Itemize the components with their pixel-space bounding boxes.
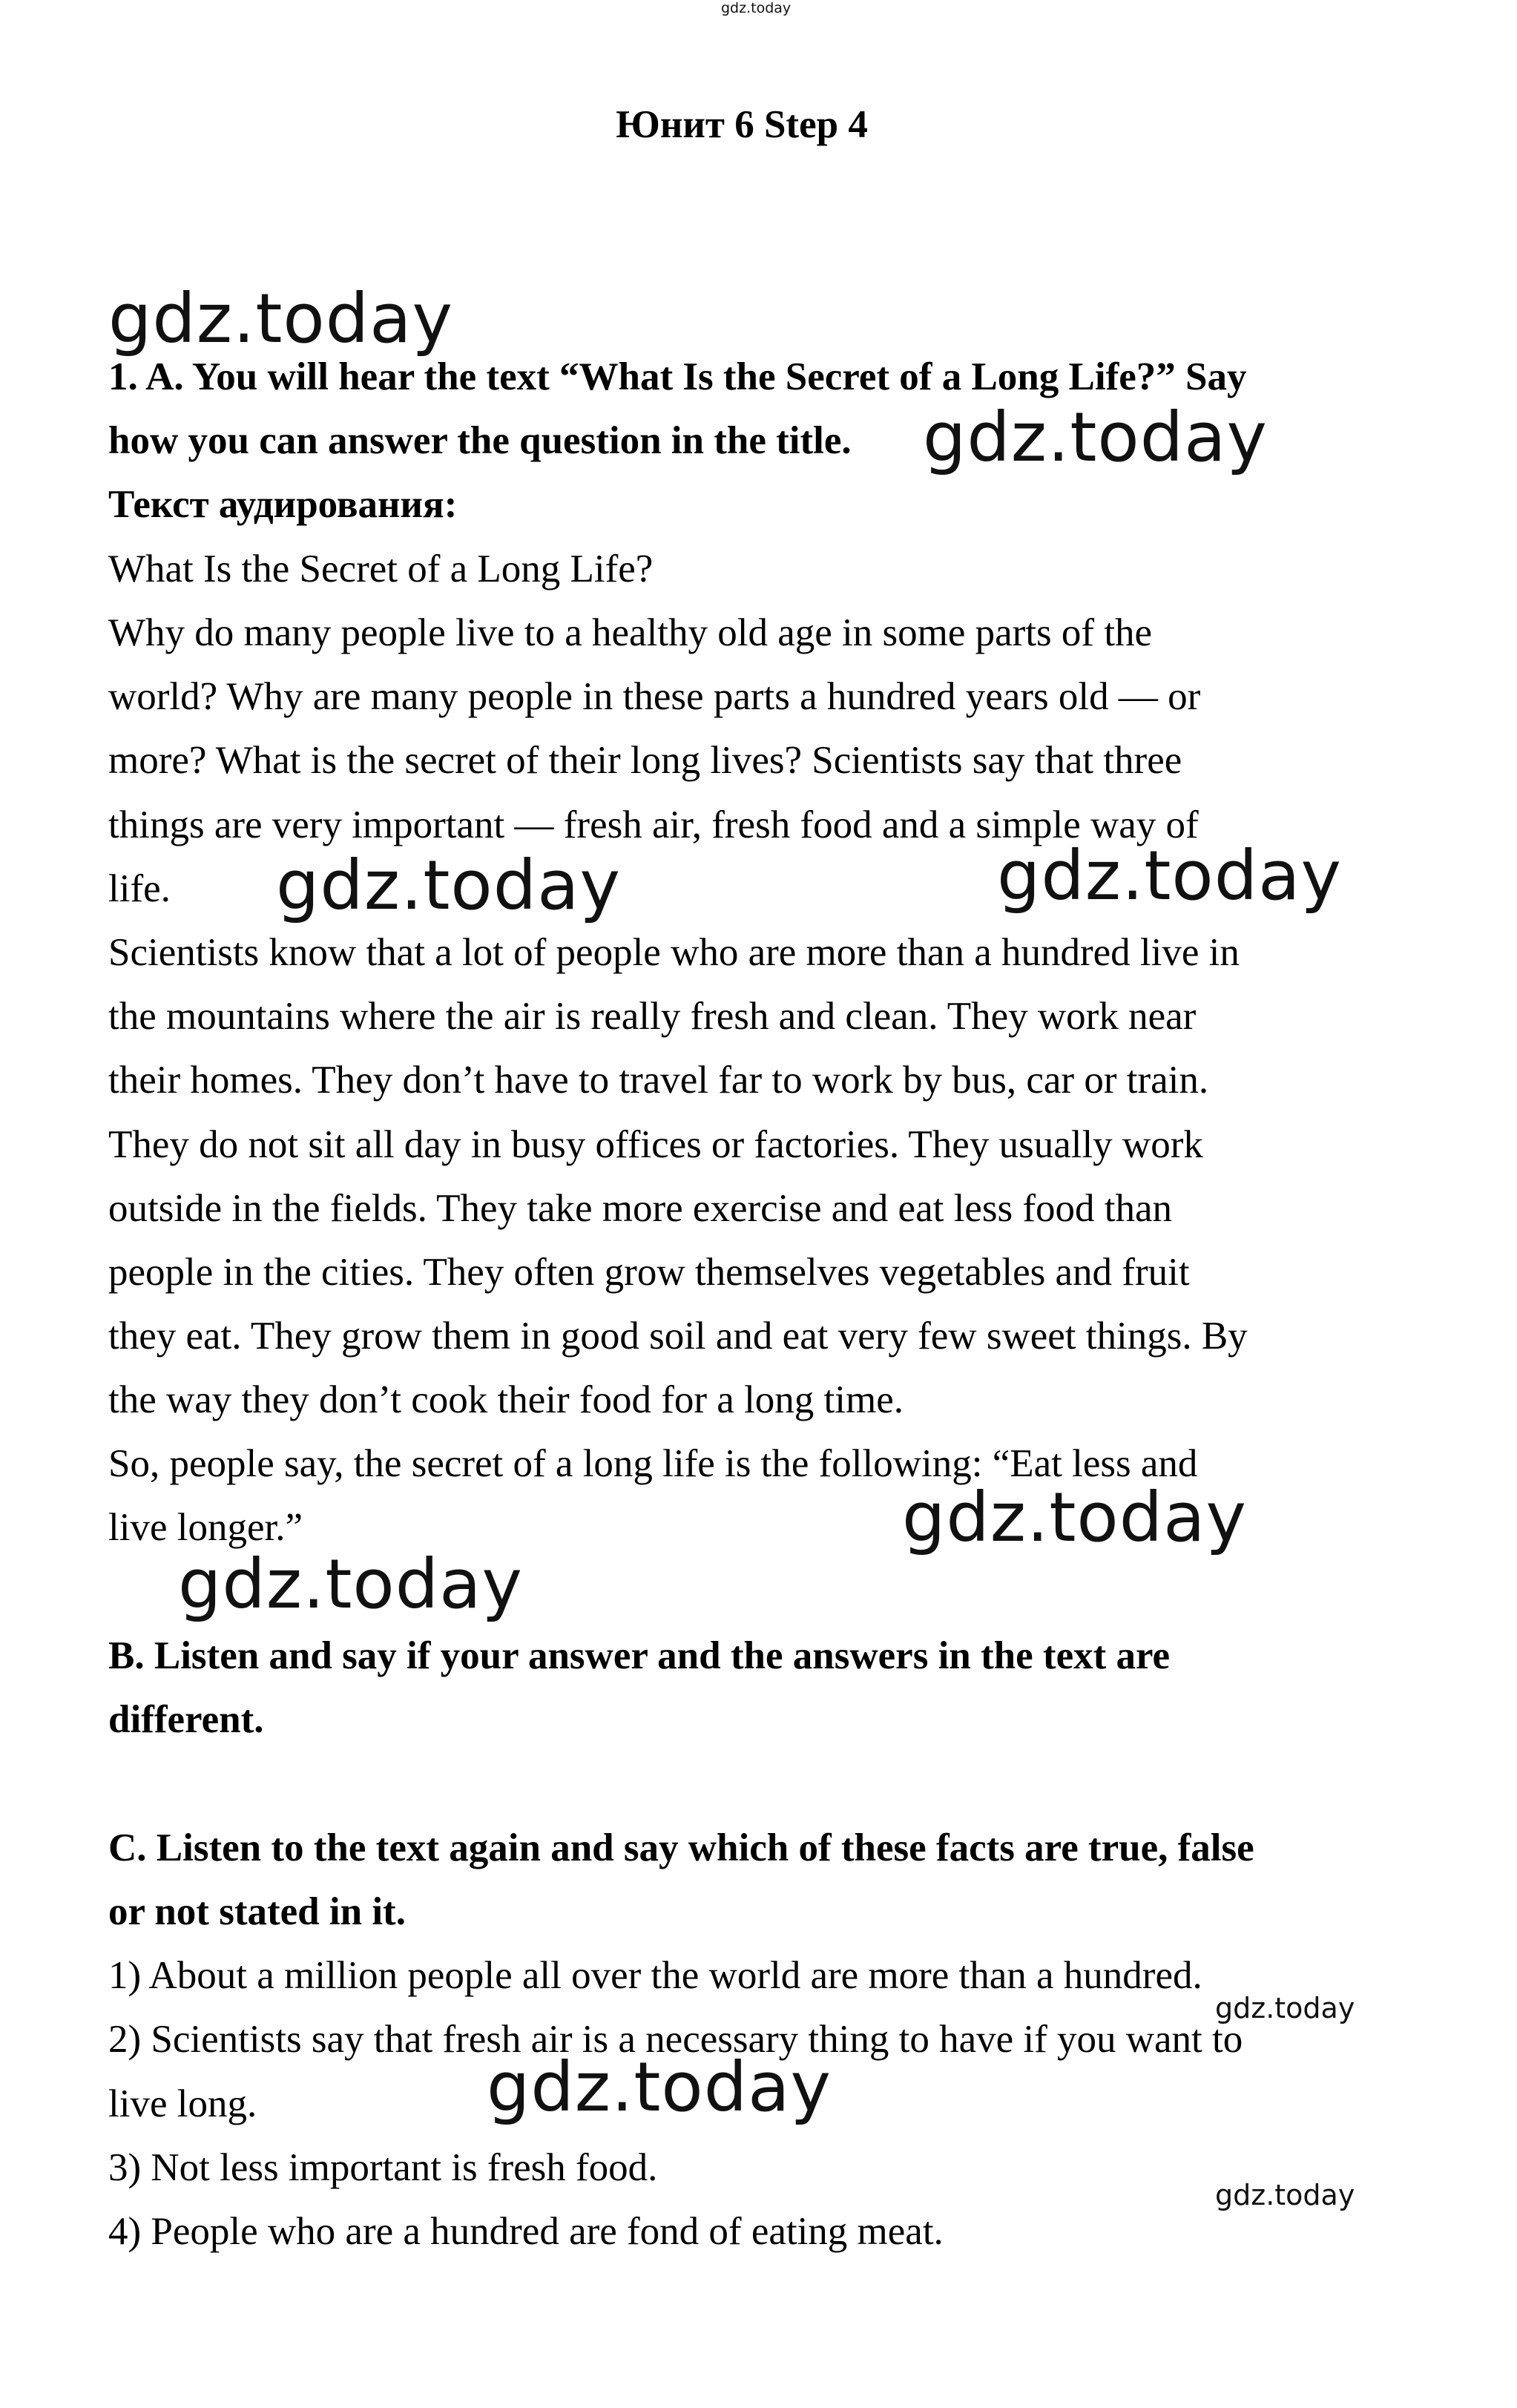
- paragraph-1-line: Why do many people live to a healthy old age in some parts of the: [108, 611, 1153, 654]
- paragraph-1-line: things are very important — fresh air, fresh food and a simple way of: [108, 803, 1199, 846]
- task-b-line: different.: [108, 1698, 264, 1741]
- paragraph-2-line: the mountains where the air is really fresh and clean. They work near: [108, 995, 1197, 1038]
- task-c-line: C. Listen to the text again and say which of these facts are true, false: [108, 1826, 1254, 1869]
- page-title: Юнит 6 Step 4: [616, 103, 868, 146]
- task-c-line: or not stated in it.: [108, 1890, 406, 1933]
- paragraph-1-line: world? Why are many people in these parts a hundred years old — or: [108, 675, 1201, 718]
- statement-1: 1) About a million people all over the world are more than a hundred.: [108, 1954, 1202, 1997]
- paragraph-2-line: they eat. They grow them in good soil and eat very few sweet things. By: [108, 1315, 1248, 1358]
- watermark: gdz.today: [487, 2047, 832, 2127]
- statement-3: 3) Not less important is fresh food.: [108, 2146, 658, 2189]
- statement-2: 2) Scientists say that fresh air is a necessary thing to have if you want to: [108, 2018, 1243, 2061]
- watermark: gdz.today: [923, 398, 1268, 477]
- watermark: gdz.today: [902, 1478, 1247, 1557]
- watermark: gdz.today: [178, 1545, 523, 1624]
- transcript-label: Текст аудирования:: [108, 483, 458, 526]
- statement-2-continuation: live long.: [108, 2082, 257, 2125]
- paragraph-2-line: people in the cities. They often grow themselves vegetables and fruit: [108, 1251, 1190, 1294]
- exercise-heading-line-2: how you can answer the question in the title.: [108, 419, 852, 462]
- paragraph-2-line: Scientists know that a lot of people who are more than a hundred live in: [108, 931, 1240, 974]
- paragraph-2-line: outside in the fields. They take more exercise and eat less food than: [108, 1187, 1172, 1230]
- paragraph-3-line: So, people say, the secret of a long life is the following: “Eat less and: [108, 1442, 1198, 1485]
- watermark: gdz.today: [1215, 1992, 1355, 2024]
- exercise-heading-line-1: 1. A. You will hear the text “What Is the Secret of a Long Life?” Say: [108, 355, 1247, 398]
- task-b-line: B. Listen and say if your answer and the answers in the text are: [108, 1634, 1171, 1677]
- watermark: gdz.today: [997, 836, 1342, 915]
- paragraph-1-line: more? What is the secret of their long lives? Scientists say that three: [108, 739, 1182, 782]
- statement-4: 4) People who are a hundred are fond of eating meat.: [108, 2210, 944, 2253]
- watermark-top: gdz.today: [721, 0, 792, 16]
- watermark: gdz.today: [276, 846, 621, 925]
- watermark: gdz.today: [108, 279, 453, 358]
- paragraph-3-line: live longer.”: [108, 1506, 303, 1549]
- paragraph-2-line: the way they don’t cook their food for a long time.: [108, 1378, 904, 1421]
- paragraph-2-line: They do not sit all day in busy offices or factories. They usually work: [108, 1123, 1203, 1166]
- paragraph-1-line: life.: [108, 867, 171, 910]
- watermark: gdz.today: [1215, 2179, 1355, 2211]
- paragraph-2-line: their homes. They don’t have to travel far to work by bus, car or train.: [108, 1059, 1209, 1102]
- text-title: What Is the Secret of a Long Life?: [108, 547, 654, 591]
